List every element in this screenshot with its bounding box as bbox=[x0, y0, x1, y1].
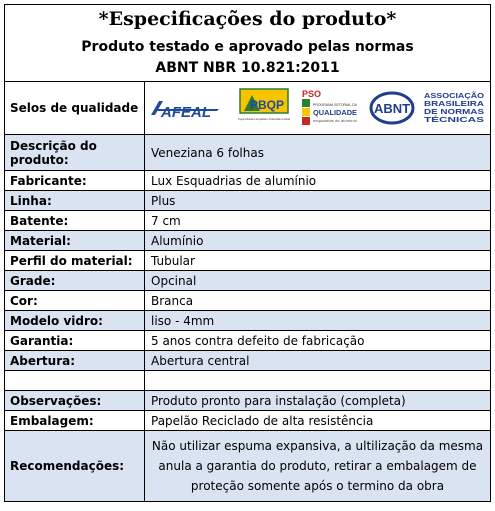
row-value: liso - 4mm bbox=[151, 313, 215, 328]
row-label: Perfil do material: bbox=[5, 251, 145, 270]
afeal-logo bbox=[149, 95, 227, 121]
abnt-caption-line-1: ASSOCIAÇÃO bbox=[423, 91, 484, 100]
pbqp-logo bbox=[236, 87, 292, 129]
row-label: Modelo vidro: bbox=[5, 311, 145, 330]
abnt-caption bbox=[424, 90, 486, 126]
row-value: Papelão Reciclado de alta resistência bbox=[151, 413, 374, 428]
sheet-subtitle: Produto testado e aprovado pelas normas bbox=[81, 39, 414, 55]
spec-sheet bbox=[4, 4, 491, 502]
spec-row-observations bbox=[5, 391, 490, 411]
afeal-logo-text: AFEAL bbox=[161, 104, 212, 121]
row-label: Embalagem: bbox=[5, 411, 145, 430]
row-value: Produto pronto para instalação (completa) bbox=[151, 393, 406, 408]
abnt-logo bbox=[369, 90, 415, 126]
spec-row-profile bbox=[5, 251, 490, 271]
spec-row-packaging bbox=[5, 411, 490, 431]
row-value-empty bbox=[145, 371, 490, 390]
pso-logo bbox=[300, 88, 360, 128]
pso-logo-footer: esquadrias de alumínio bbox=[313, 119, 358, 123]
row-value: Abertura central bbox=[151, 353, 250, 368]
pso-logo-text: PSO bbox=[302, 89, 322, 99]
pso-logo-highlight: QUALIDADE bbox=[313, 110, 358, 117]
row-label: Grade: bbox=[5, 271, 145, 290]
row-value: Não utilizar espuma expansiva, a ultilização da mesma anula a garantia do produto, retirar a embalagem de proteção somente após o termino da obra bbox=[151, 439, 484, 493]
quality-seals-row bbox=[5, 82, 490, 135]
spec-row-warranty bbox=[5, 331, 490, 351]
row-label: Fabricante: bbox=[5, 171, 145, 190]
row-label: Descrição do produto: bbox=[5, 135, 145, 170]
spec-row-opening bbox=[5, 351, 490, 371]
row-value: 5 anos contra defeito de fabricação bbox=[151, 333, 365, 348]
spec-row-glass bbox=[5, 311, 490, 331]
row-label: Linha: bbox=[5, 191, 145, 210]
row-label: Material: bbox=[5, 231, 145, 250]
row-label: Observações: bbox=[5, 391, 145, 410]
norm-reference: ABNT NBR 10.821:2011 bbox=[155, 60, 340, 76]
row-label: Abertura: bbox=[5, 351, 145, 370]
row-label: Selos de qualidade bbox=[5, 82, 145, 134]
spec-row-manufacturer bbox=[5, 171, 490, 191]
abnt-caption-line-3: DE NORMAS bbox=[423, 107, 484, 116]
row-label: Batente: bbox=[5, 211, 145, 230]
row-value: Opcinal bbox=[151, 273, 197, 288]
sheet-header bbox=[5, 5, 490, 82]
row-label: Recomendações: bbox=[5, 431, 145, 501]
row-value: Lux Esquadrias de alumínio bbox=[151, 173, 317, 188]
pbqp-logo-subtext: Programa Brasileiro da Qualidade e Produtividade do Habitat bbox=[237, 117, 290, 121]
abnt-caption-line-2: BRASILEIRA bbox=[423, 99, 485, 108]
row-label-empty bbox=[5, 371, 145, 390]
abnt-logo-text: ABNT bbox=[374, 101, 411, 116]
spec-row-recommendations bbox=[5, 431, 490, 501]
abnt-caption-line-4: TÉCNICAS bbox=[423, 115, 484, 124]
pbqp-logo-text: PBQP bbox=[249, 98, 284, 112]
row-value: 7 cm bbox=[151, 213, 181, 228]
row-label: Garantia: bbox=[5, 331, 145, 350]
seal-logos bbox=[145, 82, 490, 134]
row-value: Plus bbox=[151, 193, 176, 208]
row-label: Cor: bbox=[5, 291, 145, 310]
sheet-title: *Especificações do produto* bbox=[98, 8, 397, 30]
row-value: Veneziana 6 folhas bbox=[151, 145, 264, 160]
spec-row-color bbox=[5, 291, 490, 311]
row-value: Branca bbox=[151, 293, 194, 308]
spacer-row bbox=[5, 371, 490, 391]
spec-row-grate bbox=[5, 271, 490, 291]
spec-row-line bbox=[5, 191, 490, 211]
row-value: Alumínio bbox=[151, 233, 204, 248]
spec-row-description bbox=[5, 135, 490, 171]
spec-row-frame bbox=[5, 211, 490, 231]
spec-row-material bbox=[5, 231, 490, 251]
row-value: Tubular bbox=[151, 253, 195, 268]
pso-logo-subtext: PROGRAMA SETORIAL DA bbox=[313, 103, 359, 107]
